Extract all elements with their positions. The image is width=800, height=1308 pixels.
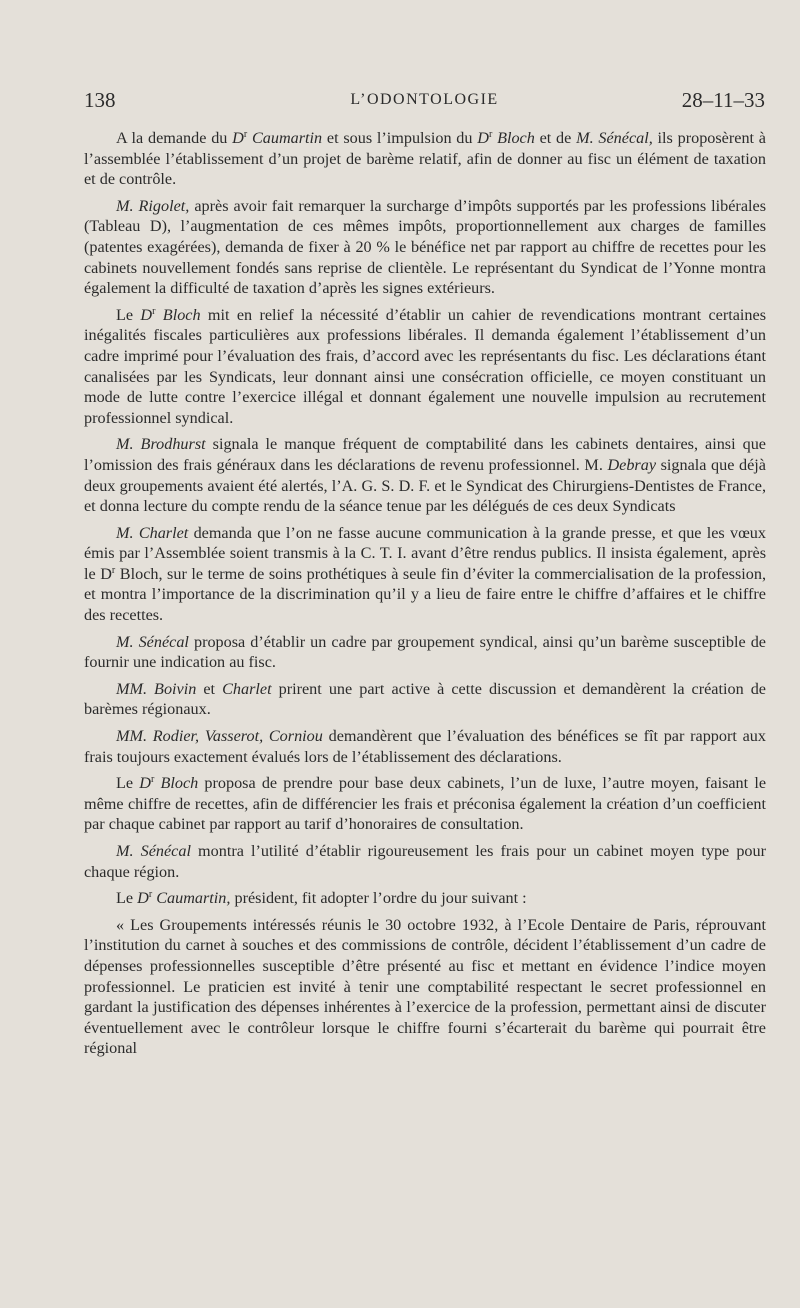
text-run: Le [116,305,141,324]
text-run: A la demande du [116,129,233,147]
running-header [84,88,765,118]
italic-text: M. Rigolet, [116,196,190,215]
italic-text: M. Sénécal, [576,129,653,147]
italic-text: Caumartin, [152,889,231,908]
text-run: Le [116,774,140,793]
text-run: ils proposèrent à l’assemblée l’établissement d’un projet de barème relatif, afin de donner au fisc un élément de taxation et de contrôle. [84,129,766,189]
italic-text: MM. Rodier, Vasserot, Corniou [116,727,323,746]
italic-text: M. Sénécal [116,842,191,860]
italic-text: M. Brodhurst [116,435,206,454]
text-run: Bloch, sur le terme de soins prothétiques à seule fin d’éviter la commercialisation de la profession, et montra l’importance de la discrimination qu’il y a lieu de faire entre le chiffre d’affaires et le chiffre des recettes. [84,564,766,625]
italic-text: Bloch [154,774,199,793]
superscript: r [488,129,493,140]
italic-text: Debray [607,455,657,474]
text-run: Le [116,889,138,908]
text-run: signala que déjà deux groupements avaient été alertés, l’A. G. S. D. F. et le Syndicat des Chirurgiens-Dentistes de France, et donna lecture du compte rendu de la séance tenue par les délégués de ces deux Syndicats [84,455,766,516]
paragraph [84,888,766,909]
italic-text: Bloch [492,129,535,147]
italic-text: Bloch [155,305,201,324]
italic-text: D [139,774,151,793]
italic-text: D [477,129,489,147]
superscript: r [152,305,156,317]
body-text [84,128,766,1065]
text-run: mit en relief la nécessité d’établir un cahier de revendications montrant certaines inégalités fiscales particulières aux professions libérales. Il demanda également l’établissement d’un cadre imprimé pour l’évaluation des frais, d’accord avec les représentants du fisc. Les déclarations étant canalisées par les Syndicats, leur donnant ainsi une consécration officielle, ce moyen constituant un mode de lutte contre l’exercice illégal et donnant également une nouvelle impulsion au recrutement professionnel syndical. [84,305,766,427]
paragraph [84,128,766,190]
paragraph [84,523,766,626]
italic-text: D [232,129,244,147]
paragraph [84,726,766,767]
text-run: prirent une part active à cette discussion et demandèrent la création de barèmes régionaux. [84,679,766,719]
text-run: demandèrent que l’évaluation des bénéfices se fît par rapport aux frais toujours exactement évalués lors de l’établissement des déclarations. [84,727,766,766]
paragraph [84,773,766,835]
text-run: demanda que l’on ne fasse aucune communication à la grande presse, et que les vœux émis par l’Assemblée soient transmis à la C. T. I. avant d’être rendus publics. Il insista également, après le D [84,523,766,583]
issue-date: 28–11–33 [681,88,765,112]
italic-text: MM. Boivin [116,679,197,698]
text-run: et sous l’impulsion du [322,129,478,147]
italic-text: M. Sénécal [116,632,189,651]
paragraph [84,434,766,516]
italic-text: D [140,305,153,324]
paragraph [84,915,766,1059]
superscript: r [148,889,153,901]
text-run: proposa d’établir un cadre par groupement syndical, ainsi qu’un barème susceptible de fournir une indication au fisc. [84,632,766,672]
text-run: signala le manque fréquent de comptabilité dans les cabinets dentaires, ainsi que l’omission des frais généraux dans les déclarations de revenu professionnel. M. [84,435,766,474]
text-run: « Les Groupements intéressés réunis le 30 octobre 1932, à l’Ecole Dentaire de Paris, réprouvant l’institution du carnet à souches et des commissions de contrôle, décident l’établissement d’un cadre de dépenses professionnelles susceptible d’être présenté au fisc et mettant en évidence l’indice moyen professionnel. Le praticien est invité à tenir une comptabilité respectant le secret professionnel en gardant la justification des dépenses inhérentes à l’exercice de la profession, permettant ainsi de discuter éventuellement avec le contrôleur lorsque le chiffre fourni s’écarterait du barème qui pourrait être régional [84,915,766,1058]
text-run: et de [534,129,577,147]
superscript: r [243,129,248,140]
paragraph [84,841,766,882]
text-run: montra l’utilité d’établir rigoureusement les frais pour un cabinet moyen type pour chaque région. [84,842,766,881]
text-run: et [196,679,223,698]
paragraph [84,679,766,720]
text-run: après avoir fait remarquer la surcharge d’impôts supportés par les professions libérales (Tableau D), l’augmentation de ces mêmes impôts, proportionnellement aux charges de familles (patentes exagérées), demanda de fixer à 20 % le bénéfice net par rapport au chiffre de recettes pour les cabinets nouvellement fondés sans reprise de clientèle. Le représentant du Syndicat de l’Yonne montra également la difficulté de taxation d’après les signes extérieurs. [84,196,766,298]
superscript: r [150,774,155,786]
page-number: 138 [84,88,116,112]
italic-text: M. Charlet [116,523,189,542]
italic-text: Caumartin [247,129,323,147]
paragraph [84,632,766,673]
italic-text: D [137,889,149,908]
paragraph [84,305,766,429]
paragraph [84,196,766,299]
text-run: président, fit adopter l’ordre du jour suivant : [230,889,527,908]
italic-text: Charlet [222,679,272,698]
journal-title: L’ODONTOLOGIE [350,91,499,108]
text-run: proposa de prendre pour base deux cabinets, l’un de luxe, l’autre moyen, faisant le même chiffre de recettes, afin de différencier les frais et préconisa également la création d’un coefficient par chaque cabinet par rapport au tarif d’honoraires de consultation. [84,774,767,834]
superscript: r [111,564,116,576]
